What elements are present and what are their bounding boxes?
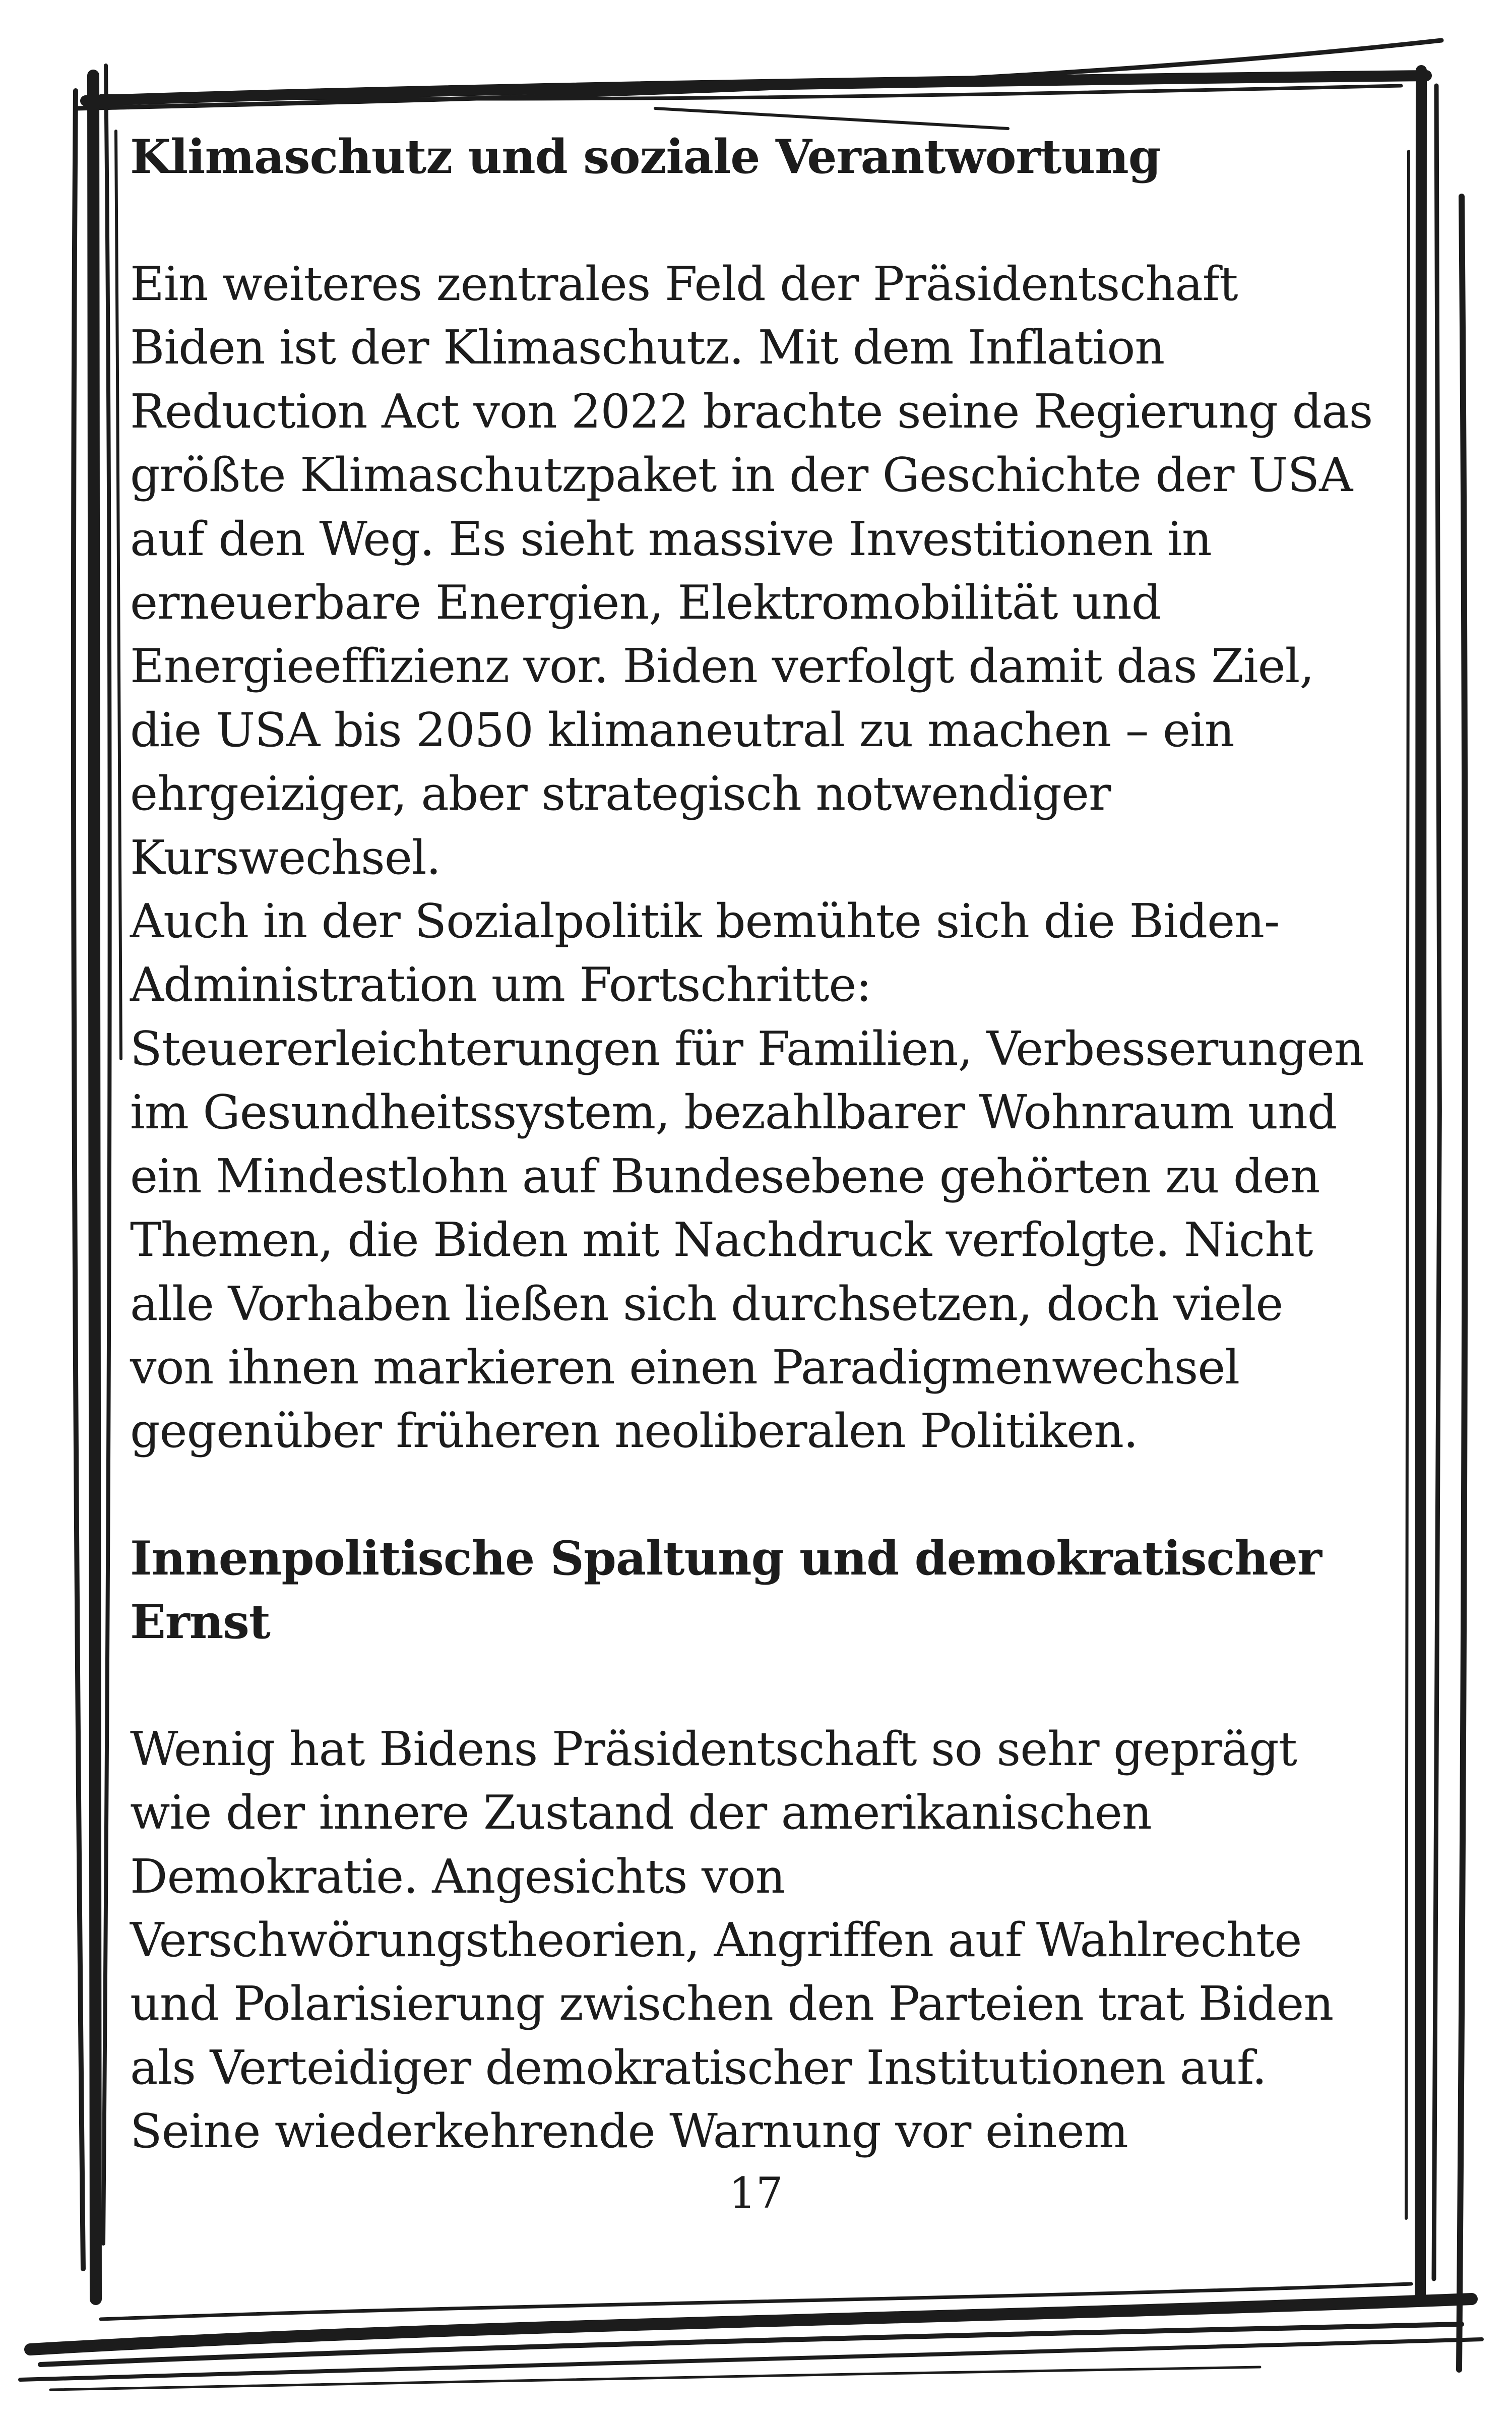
text-line: größte Klimaschutzpaket in der Geschichte der USA bbox=[130, 448, 1353, 503]
text-line: im Gesundheitssystem, bezahlbarer Wohnraum und bbox=[130, 1085, 1337, 1140]
text-line: gegenüber früheren neoliberalen Politiken. bbox=[130, 1404, 1138, 1459]
page-body bbox=[130, 125, 1410, 2163]
paragraph bbox=[130, 252, 1410, 889]
text-line: auf den Weg. Es sieht massive Investitionen in bbox=[130, 511, 1212, 566]
section-heading bbox=[130, 125, 1410, 189]
text-line: Steuererleichterungen für Familien, Verbesserungen bbox=[130, 1021, 1364, 1076]
text-line: Energieeffizienz vor. Biden verfolgt damit das Ziel, bbox=[130, 639, 1314, 694]
text-line: erneuerbare Energien, Elektromobilität und bbox=[130, 575, 1161, 630]
text-line: Seine wiederkehrende Warnung vor einem bbox=[130, 2104, 1128, 2159]
text-line: als Verteidiger demokratischer Institutionen auf. bbox=[130, 2040, 1267, 2095]
spacer bbox=[130, 1463, 1410, 1527]
text-line: Administration um Fortschritte: bbox=[130, 957, 871, 1012]
text-line: Ein weiteres zentrales Feld der Präsidentschaft bbox=[130, 257, 1238, 311]
text-line: Reduction Act von 2022 brachte seine Regierung das bbox=[130, 384, 1373, 439]
text-line: Kurswechsel. bbox=[130, 830, 441, 885]
heading-line: Ernst bbox=[130, 1594, 270, 1649]
text-line: und Polarisierung zwischen den Parteien trat Biden bbox=[130, 1976, 1334, 2031]
text-line: von ihnen markieren einen Paradigmenwechsel bbox=[130, 1340, 1240, 1395]
text-line: Themen, die Biden mit Nachdruck verfolgte. Nicht bbox=[130, 1213, 1313, 1267]
text-line: ehrgeiziger, aber strategisch notwendiger bbox=[130, 766, 1111, 821]
section-heading bbox=[130, 1527, 1410, 1654]
paragraph bbox=[130, 889, 1410, 1463]
heading-line: Innenpolitische Spaltung und demokratischer bbox=[130, 1530, 1322, 1586]
text-line: wie der innere Zustand der amerikanischen bbox=[130, 1785, 1152, 1840]
text-line: Verschwörungstheorien, Angriffen auf Wahlrechte bbox=[130, 1912, 1302, 1967]
spacer bbox=[130, 189, 1410, 252]
paragraph bbox=[130, 1717, 1410, 2163]
text-line: Biden ist der Klimaschutz. Mit dem Inflation bbox=[130, 320, 1165, 375]
text-line: Demokratie. Angesichts von bbox=[130, 1849, 785, 1904]
text-line: Auch in der Sozialpolitik bemühte sich die Biden- bbox=[130, 894, 1280, 949]
text-line: die USA bis 2050 klimaneutral zu machen – ein bbox=[130, 702, 1234, 757]
spacer bbox=[130, 1654, 1410, 1717]
text-line: ein Mindestlohn auf Bundesebene gehörten zu den bbox=[130, 1148, 1320, 1203]
page-number: 17 bbox=[729, 2168, 783, 2218]
heading-line: Klimaschutz und soziale Verantwortung bbox=[130, 129, 1161, 184]
text-line: Wenig hat Bidens Präsidentschaft so sehr geprägt bbox=[130, 1721, 1297, 1776]
text-line: alle Vorhaben ließen sich durchsetzen, doch viele bbox=[130, 1276, 1283, 1331]
